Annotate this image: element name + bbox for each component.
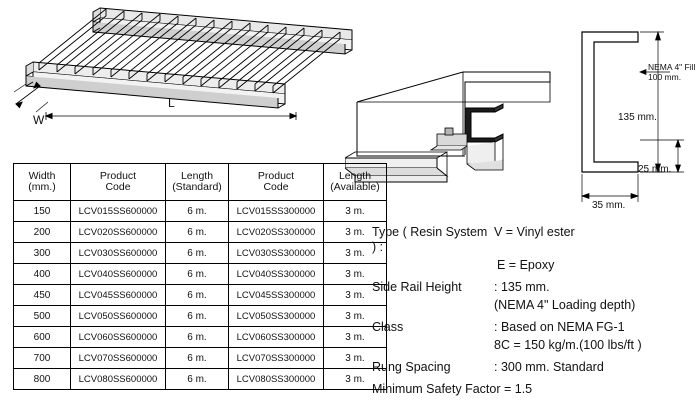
product-code-table <box>13 163 387 390</box>
header-product-code-available <box>229 164 324 201</box>
width-dimension-label: W <box>33 113 45 127</box>
table-cell: 3 m. <box>324 222 387 243</box>
table-cell: 6 m. <box>166 369 229 390</box>
table-cell: LCV060SS300000 <box>229 327 324 348</box>
spec-value-resin: V = Vinyl ester <box>494 225 575 239</box>
header-length-available <box>324 164 387 201</box>
nema-fill-label-line1: NEMA 4" Fill <box>648 62 696 72</box>
table-cell: 6 m. <box>166 222 229 243</box>
table-cell: 400 <box>14 264 71 285</box>
table-cell: 3 m. <box>324 348 387 369</box>
flange-width-dimension-label: 35 mm. <box>592 200 626 211</box>
spec-label-class: Class <box>372 320 404 334</box>
table-cell: LCV050SS600000 <box>71 306 166 327</box>
header-la-line2: (Available) <box>330 181 380 193</box>
header-pca-line2: Code <box>263 181 289 193</box>
nema-fill-label-line2: 100 mm. <box>648 72 682 82</box>
spec-row-class <box>372 320 697 335</box>
header-product-code-standard <box>71 164 166 201</box>
header-pca-line1: Product <box>257 170 295 182</box>
spec-value-rail-height: : 135 mm. <box>494 280 550 294</box>
table-cell: 3 m. <box>324 369 387 390</box>
table-cell: LCV020SS300000 <box>229 222 324 243</box>
spec-value-rung-spacing: : 300 mm. Standard <box>494 360 604 374</box>
header-ls-line2: (Standard) <box>172 181 222 193</box>
cable-ladder-isometric-drawing <box>0 0 360 150</box>
table-header-row <box>14 164 387 201</box>
table-cell: 3 m. <box>324 201 387 222</box>
header-ls-line1: Length <box>180 170 214 182</box>
table-row <box>14 369 387 390</box>
table-cell: 600 <box>14 327 71 348</box>
table-cell: LCV080SS600000 <box>71 369 166 390</box>
header-width-line2: (mm.) <box>28 181 56 193</box>
table-body <box>14 201 387 390</box>
header-width-line1: Width <box>28 170 56 182</box>
spec-value-class: : Based on NEMA FG-1 <box>494 320 625 334</box>
table-cell: LCV050SS300000 <box>229 306 324 327</box>
table-cell: LCV045SS300000 <box>229 285 324 306</box>
table-cell: 3 m. <box>324 327 387 348</box>
spec-note-nema-loading-depth: (NEMA 4" Loading depth) <box>494 298 636 312</box>
table-cell: 6 m. <box>166 327 229 348</box>
specification-text-block <box>372 225 697 404</box>
table-row <box>14 201 387 222</box>
table-cell: LCV040SS300000 <box>229 264 324 285</box>
header-pcs-line2: Code <box>105 181 131 193</box>
table-cell: 200 <box>14 222 71 243</box>
spec-label-rail-height: Side Rail Height <box>372 280 462 294</box>
spec-row-resin <box>372 225 697 255</box>
table-cell: LCV040SS600000 <box>71 264 166 285</box>
table-cell: 3 m. <box>324 264 387 285</box>
spec-label-rung-spacing: Rung Spacing <box>372 360 451 374</box>
spec-row-rung-spacing <box>372 360 697 375</box>
table-cell: 3 m. <box>324 243 387 264</box>
table-cell: 6 m. <box>166 348 229 369</box>
header-width <box>14 164 71 201</box>
spec-value-resin-epoxy: E = Epoxy <box>497 258 555 272</box>
spec-minimum-safety-factor: Minimum Safety Factor = 1.5 <box>372 382 533 396</box>
table-cell: 6 m. <box>166 243 229 264</box>
header-length-standard <box>166 164 229 201</box>
table-row <box>14 348 387 369</box>
rail-height-dimension-label: 135 mm. <box>618 112 657 123</box>
table-cell: 3 m. <box>324 306 387 327</box>
table-cell: 450 <box>14 285 71 306</box>
table-cell: LCV045SS600000 <box>71 285 166 306</box>
table-cell: 300 <box>14 243 71 264</box>
header-la-line1: Length <box>338 170 372 182</box>
table-row <box>14 285 387 306</box>
spec-label-resin: Type ( Resin System ) : <box>372 225 488 254</box>
table-cell: LCV030SS600000 <box>71 243 166 264</box>
table-cell: 700 <box>14 348 71 369</box>
spec-note-class-load: 8C = 150 kg/m.(100 lbs/ft ) <box>494 338 642 352</box>
header-pcs-line1: Product <box>99 170 137 182</box>
table-cell: 6 m. <box>166 306 229 327</box>
length-dimension-label: L <box>168 96 175 110</box>
table-row <box>14 306 387 327</box>
table-cell: LCV015SS600000 <box>71 201 166 222</box>
table-cell: 6 m. <box>166 285 229 306</box>
table-cell: 150 <box>14 201 71 222</box>
table-cell: LCV070SS300000 <box>229 348 324 369</box>
table-cell: LCV015SS300000 <box>229 201 324 222</box>
spec-row-rail-height <box>372 280 697 295</box>
table-cell: LCV060SS600000 <box>71 327 166 348</box>
table-cell: LCV070SS600000 <box>71 348 166 369</box>
table-cell: 800 <box>14 369 71 390</box>
table-cell: LCV030SS300000 <box>229 243 324 264</box>
table-cell: 500 <box>14 306 71 327</box>
table-cell: 6 m. <box>166 264 229 285</box>
flange-height-dimension-label: 25 mm. <box>638 164 672 175</box>
table-row <box>14 222 387 243</box>
table-row <box>14 264 387 285</box>
table-row <box>14 327 387 348</box>
table-row <box>14 243 387 264</box>
table-cell: LCV080SS300000 <box>229 369 324 390</box>
table-cell: 6 m. <box>166 201 229 222</box>
table-cell: 3 m. <box>324 285 387 306</box>
table-cell: LCV020SS600000 <box>71 222 166 243</box>
